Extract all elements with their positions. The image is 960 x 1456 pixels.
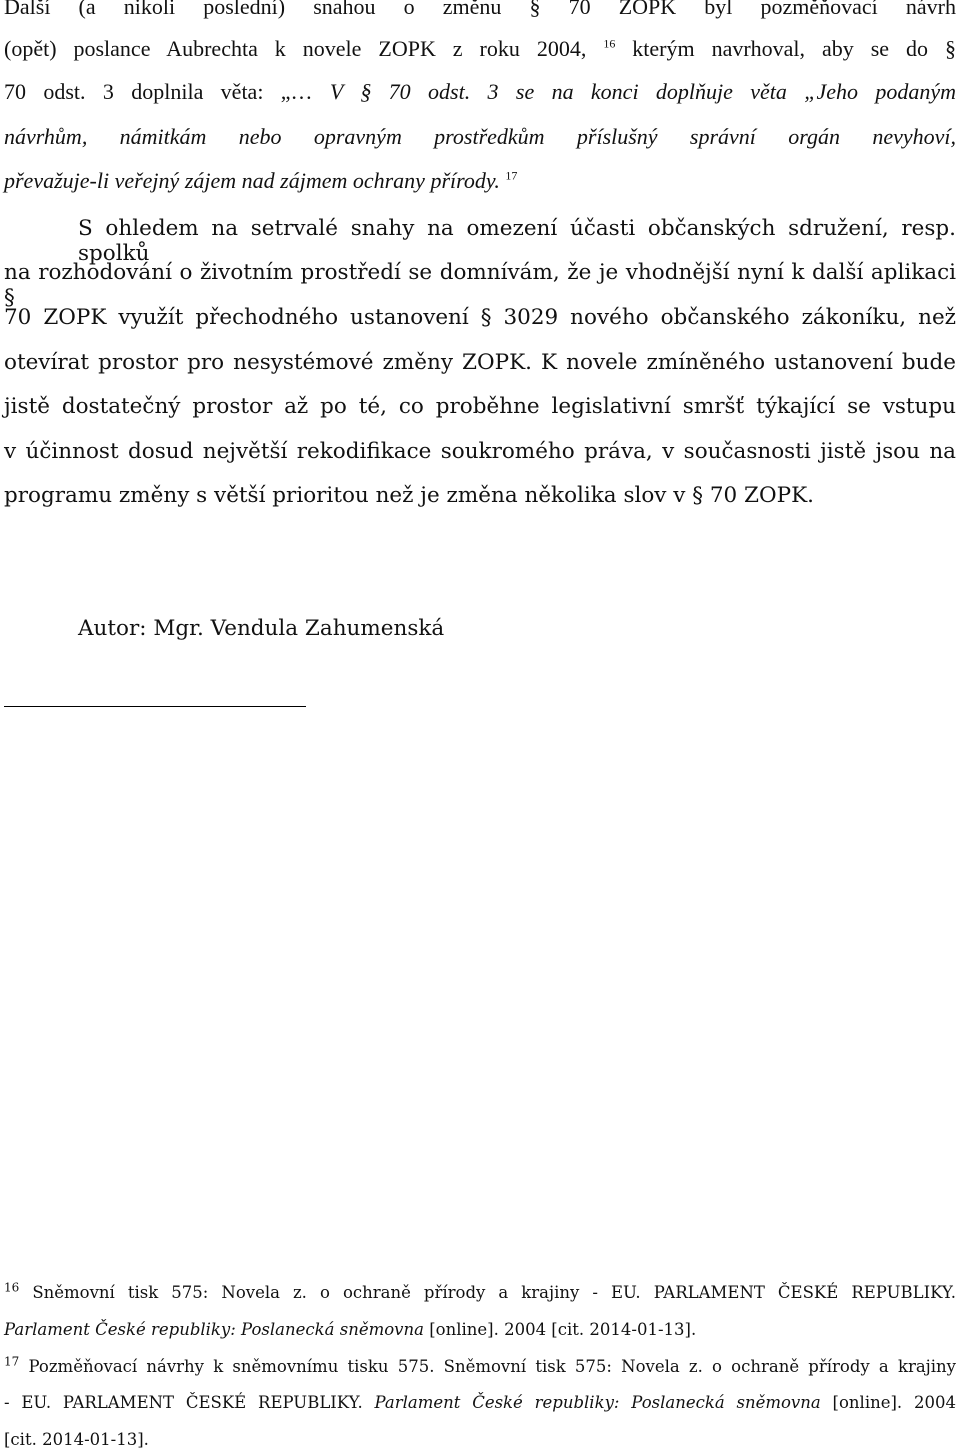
paragraph-1-line-2-text: (opět) poslance Aubrechta k novele ZOPK z roku 2004, bbox=[4, 36, 587, 61]
footnote-17-text-cont: - EU. PARLAMENT ČESKÉ REPUBLIKY. bbox=[4, 1393, 363, 1412]
footnote-16-citation: [online]. 2004 [cit. 2014-01-13]. bbox=[429, 1320, 697, 1339]
footnote-16-source-title: Parlament České republiky: Poslanecká sněmovna bbox=[4, 1320, 424, 1339]
footnote-16-line-1 bbox=[4, 1280, 956, 1302]
paragraph-2-line-4: otevírat prostor pro nesystémové změny ZOPK. K novele zmíněného ustanovení bude bbox=[4, 350, 956, 375]
paragraph-1-line-5 bbox=[4, 168, 956, 194]
paragraph-2-line-5: jistě dostatečný prostor až po té, co proběhne legislativní smršť týkající se vstupu bbox=[4, 394, 956, 419]
paragraph-2-line-1: S ohledem na setrvalé snahy na omezení účasti občanských sdružení, resp. spolků bbox=[78, 216, 956, 266]
footnote-16-number: 16 bbox=[4, 1280, 20, 1295]
paragraph-2-line-3: 70 ZOPK využít přechodného ustanovení § 3029 nového občanského zákoníku, než bbox=[4, 305, 956, 330]
footnote-separator bbox=[4, 706, 306, 707]
footnote-17-citation: [online]. 2004 bbox=[832, 1393, 956, 1412]
paragraph-2-line-7: programu změny s větší prioritou než je změna několika slov v § 70 ZOPK. bbox=[4, 483, 814, 508]
footnote-ref-17[interactable]: 17 bbox=[505, 168, 518, 183]
paragraph-1-line-1: Další (a nikoli poslední) snahou o změnu § 70 ZOPK byl pozměňovací návrh bbox=[4, 0, 956, 19]
footnote-17-line-1 bbox=[4, 1354, 957, 1376]
author-signature: Autor: Mgr. Vendula Zahumenská bbox=[78, 616, 445, 641]
paragraph-1-line-5-text: převažuje-li veřejný zájem nad zájmem ochrany přírody. bbox=[4, 168, 500, 193]
footnote-17-text: Pozměňovací návrhy k sněmovnímu tisku 575. Sněmovní tisk 575: Novela z. o ochraně přírody a krajiny bbox=[28, 1357, 957, 1376]
footnote-16-line-2 bbox=[4, 1320, 956, 1339]
paragraph-1-line-4: návrhům, námitkám nebo opravným prostředkům příslušný správní orgán nevyhoví, bbox=[4, 124, 956, 149]
footnote-17-source-title: Parlament České republiky: Poslanecká sněmovna bbox=[374, 1393, 821, 1412]
paragraph-1-line-3-text: 70 odst. 3 doplnila věta: „… bbox=[4, 79, 313, 104]
paragraph-2-line-2: na rozhodování o životním prostředí se domnívám, že je vhodnější nyní k další aplikaci § bbox=[4, 260, 956, 310]
paragraph-1-line-2 bbox=[4, 36, 956, 62]
paragraph-1-line-2-text-cont: kterým navrhoval, aby se do § bbox=[632, 36, 956, 61]
paragraph-1-line-3 bbox=[4, 79, 956, 105]
footnote-17-line-3: [cit. 2014-01-13]. bbox=[4, 1430, 149, 1449]
footnote-16-text: Sněmovní tisk 575: Novela z. o ochraně přírody a krajiny - EU. PARLAMENT ČESKÉ REPUBLIKY. bbox=[32, 1283, 956, 1302]
footnote-17-line-2 bbox=[4, 1393, 956, 1412]
quoted-amendment: V § 70 odst. 3 se na konci doplňuje věta „Jeho podaným bbox=[329, 79, 957, 104]
footnote-17-number: 17 bbox=[4, 1354, 20, 1369]
footnote-ref-16[interactable]: 16 bbox=[603, 36, 616, 51]
paragraph-2-line-6: v účinnost dosud největší rekodifikace soukromého práva, v současnosti jistě jsou na bbox=[4, 439, 956, 464]
